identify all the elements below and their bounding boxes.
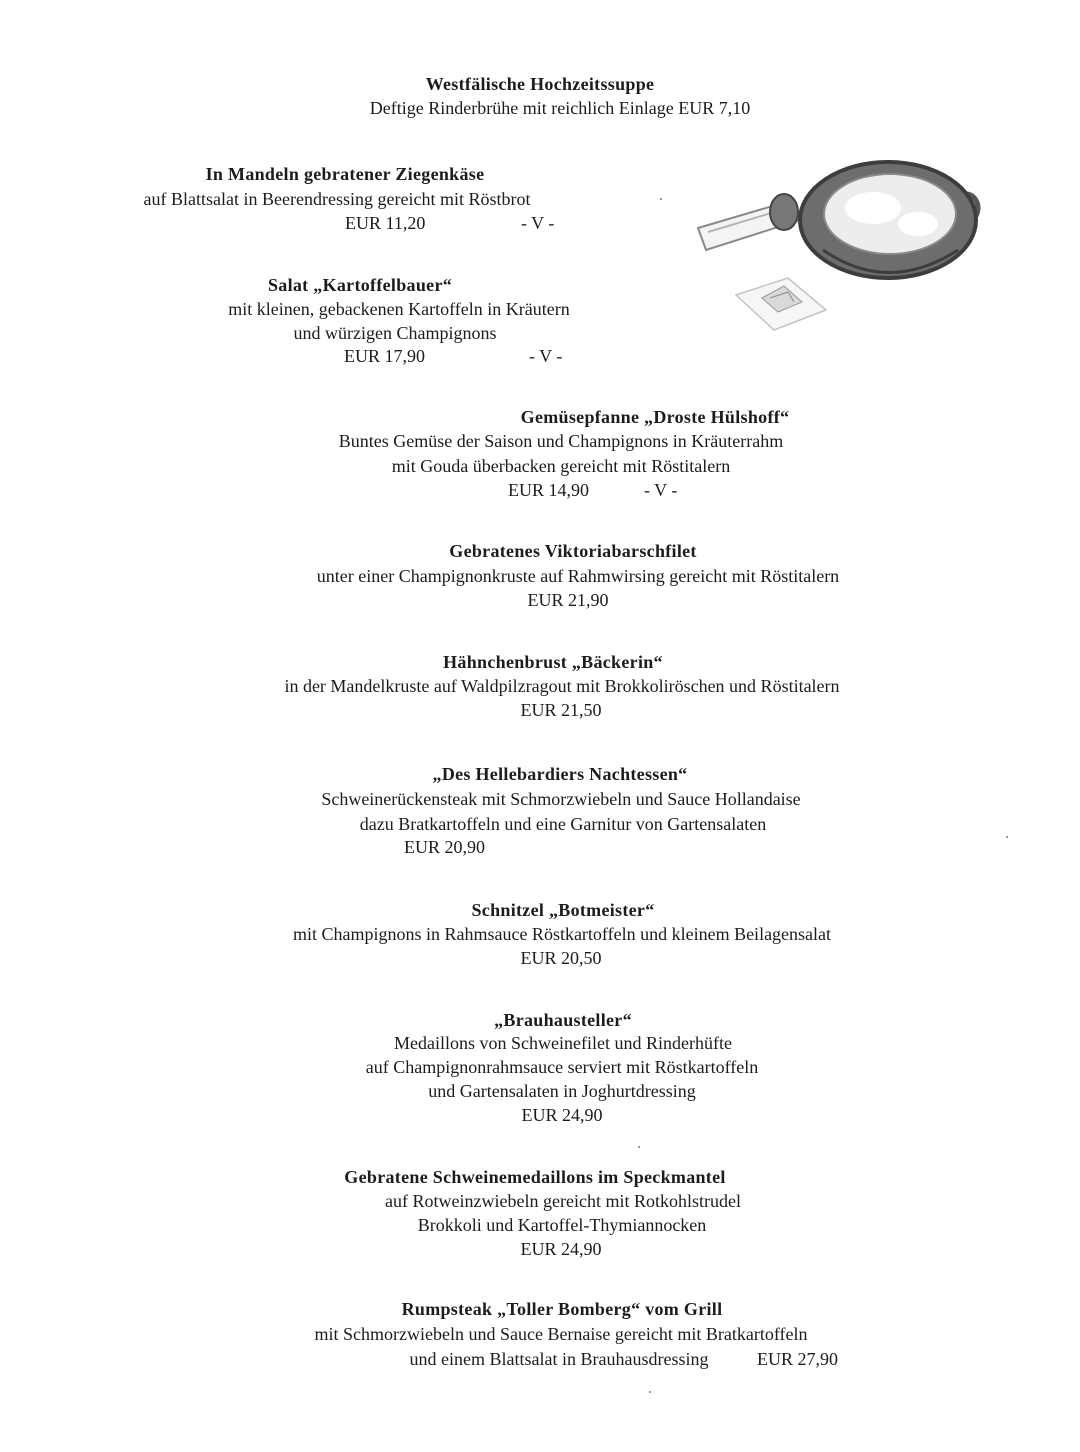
dish-price: EUR 20,50: [520, 948, 602, 968]
dish-description: mit kleinen, gebackenen Kartoffeln in Kräutern: [228, 299, 570, 319]
dish-price: EUR 14,90: [508, 480, 589, 500]
dish-title: Schnitzel „Botmeister“: [471, 900, 655, 920]
dish-description: Medaillons von Schweinefilet und Rinderhüfte: [394, 1033, 732, 1053]
dish-description: unter einer Champignonkruste auf Rahmwirsing gereicht mit Röstitalern: [316, 566, 840, 586]
dish-title: Gebratenes Viktoriabarschfilet: [449, 541, 697, 561]
dish-description: auf Blattsalat in Beerendressing gereicht mit Röstbrot: [143, 189, 531, 209]
dish-price: EUR 27,90: [757, 1349, 838, 1369]
dish-description: Schweinerückensteak mit Schmorzwiebeln und Sauce Hollandaise: [321, 789, 801, 809]
scan-speck: [638, 1146, 640, 1148]
scan-speck: [1006, 836, 1008, 838]
dish-title: „Brauhausteller“: [494, 1010, 632, 1030]
dish-title: Hähnchenbrust „Bäckerin“: [443, 652, 663, 672]
dish-description: Brokkoli und Kartoffel-Thymiannocken: [417, 1215, 707, 1235]
dish-description: Buntes Gemüse der Saison und Champignons in Kräuterrahm: [338, 431, 784, 451]
dish-price: EUR 20,90: [404, 837, 485, 857]
dish-description: mit Schmorzwiebeln und Sauce Bernaise gereicht mit Bratkartoffeln: [314, 1324, 808, 1344]
vegetarian-marker: - V -: [644, 480, 678, 500]
dish-title: Gemüsepfanne „Droste Hülshoff“: [520, 407, 790, 427]
dish-title: Gebratene Schweinemedaillons im Speckmantel: [344, 1167, 726, 1187]
dish-description: und würzigen Champignons: [293, 323, 497, 343]
dish-title: Rumpsteak „Toller Bomberg“ vom Grill: [401, 1299, 723, 1319]
dish-description: mit Champignons in Rahmsauce Röstkartoffeln und kleinem Beilagensalat: [292, 924, 832, 944]
dish-title: Westfälische Hochzeitssuppe: [425, 74, 655, 94]
dish-title: In Mandeln gebratener Ziegenkäse: [205, 164, 485, 184]
dish-description: auf Champignonrahmsauce serviert mit Röstkartoffeln: [365, 1057, 759, 1077]
dish-title: Salat „Kartoffelbauer“: [267, 275, 453, 295]
vegetarian-marker: - V -: [521, 213, 555, 233]
dish-description: auf Rotweinzwiebeln gereicht mit Rotkohlstrudel: [385, 1191, 741, 1211]
dish-price: EUR 21,90: [527, 590, 609, 610]
dish-price: EUR 24,90: [521, 1105, 603, 1125]
vegetarian-marker: - V -: [529, 346, 563, 366]
dish-price: EUR 24,90: [520, 1239, 602, 1259]
dish-description: und Gartensalaten in Joghurtdressing: [428, 1081, 696, 1101]
scan-speck: [649, 1391, 651, 1393]
dish-price: EUR 11,20: [345, 213, 426, 233]
dish-description: und einem Blattsalat in Brauhausdressing: [409, 1349, 709, 1369]
dish-description: mit Gouda überbacken gereicht mit Röstitalern: [391, 456, 731, 476]
scan-speck: [660, 198, 662, 200]
dish-description: dazu Bratkartoffeln und eine Garnitur von Gartensalaten: [359, 814, 767, 834]
dish-title: „Des Hellebardiers Nachtessen“: [432, 764, 688, 784]
dish-description: Deftige Rinderbrühe mit reichlich Einlage EUR 7,10: [369, 98, 751, 118]
dish-price: EUR 17,90: [344, 346, 425, 366]
dish-price: EUR 21,50: [520, 700, 602, 720]
frying-pan-illustration: [688, 150, 988, 350]
dish-description: in der Mandelkruste auf Waldpilzragout mit Brokkoliröschen und Röstitalern: [284, 676, 840, 696]
